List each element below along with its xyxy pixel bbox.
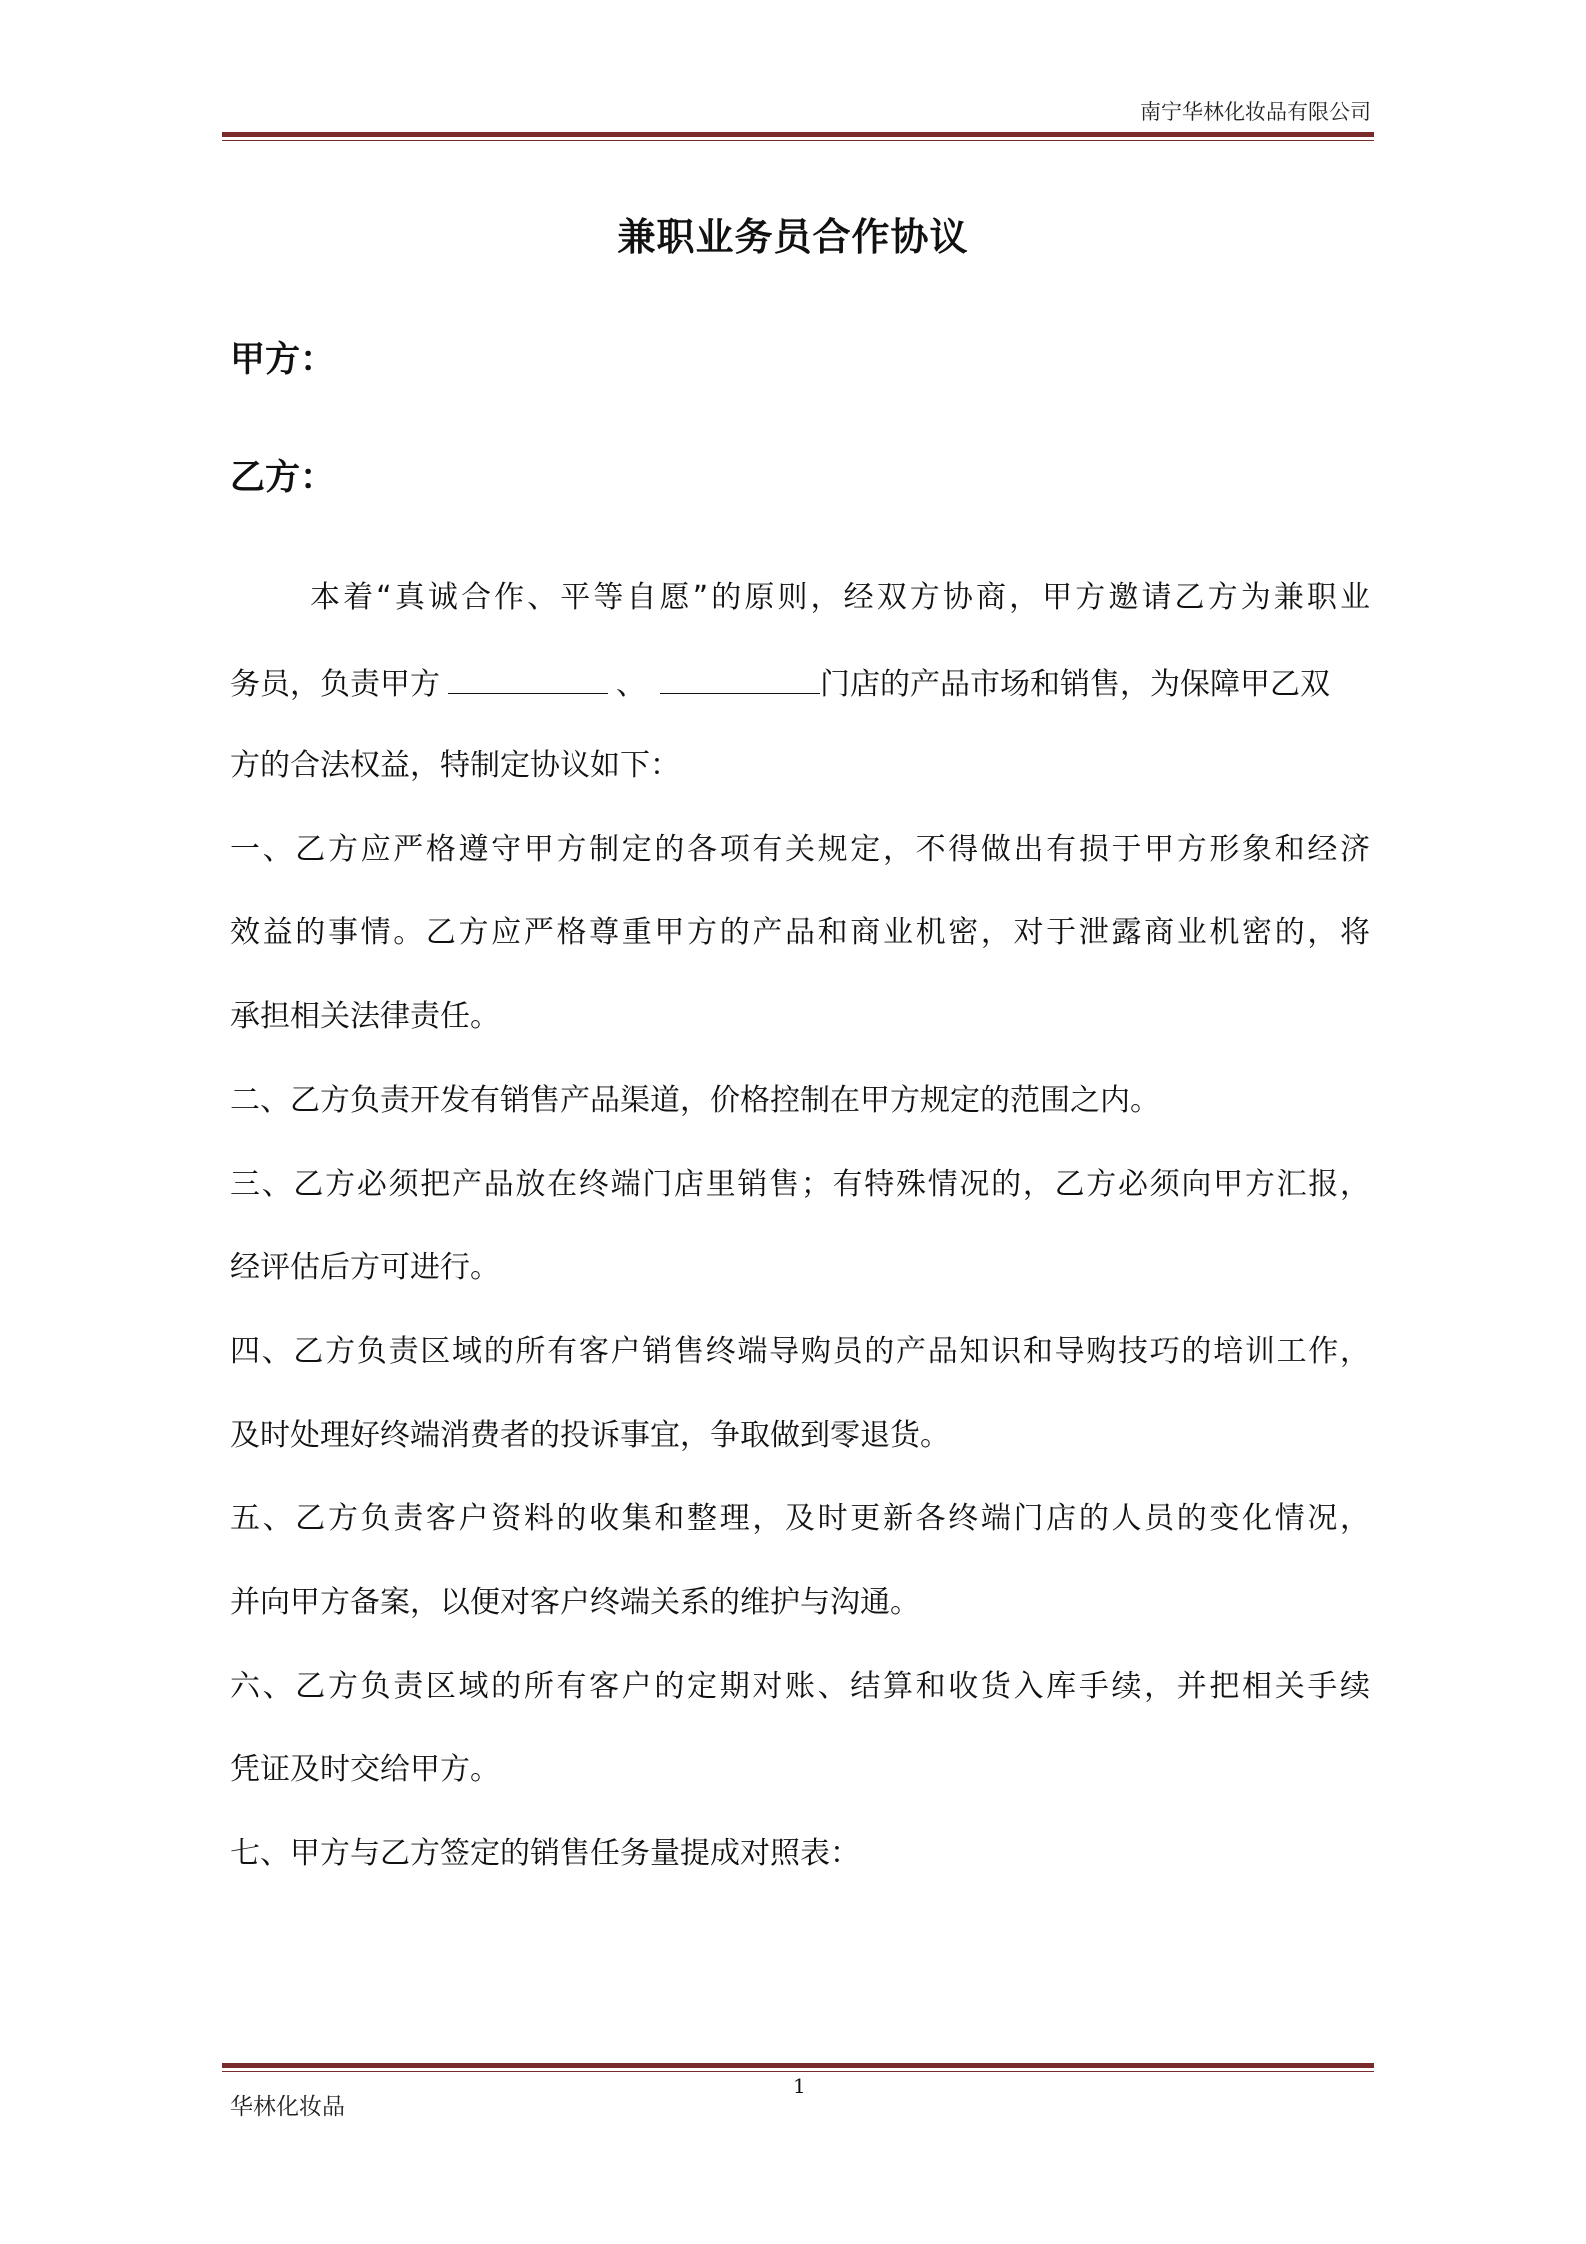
party-a-label: 甲方： [230, 340, 336, 380]
clause-6-line-1: 六、乙方负责区域的所有客户的定期对账、结算和收货入库手续，并把相关手续 [230, 1669, 1370, 1704]
clause-4-line-1: 四、乙方负责区域的所有客户销售终端导购员的产品知识和导购技巧的培训工作， [230, 1334, 1370, 1369]
header-rule-thin [222, 140, 1374, 141]
store-name-blank-1[interactable] [448, 663, 608, 694]
clause-5-line-2: 并向甲方备案，以便对客户终端关系的维护与沟通。 [230, 1585, 920, 1620]
intro-line-2-start: 务员，负责甲方 [230, 667, 440, 702]
intro-line-2 [230, 663, 1370, 705]
clause-3-line-1: 三、乙方必须把产品放在终端门店里销售；有特殊情况的，乙方必须向甲方汇报， [230, 1167, 1370, 1202]
intro-line-1: 本着“真诚合作、平等自愿”的原则，经双方协商，甲方邀请乙方为兼职业 [310, 580, 1370, 615]
footer-rule-thin [222, 2071, 1374, 2072]
document-title: 兼职业务员合作协议 [617, 215, 969, 259]
clause-1-line-2: 效益的事情。乙方应严格尊重甲方的产品和商业机密，对于泄露商业机密的，将 [230, 915, 1370, 950]
clause-7-line-1: 七、甲方与乙方签定的销售任务量提成对照表： [230, 1836, 860, 1871]
header-company-name: 南宁华林化妆品有限公司 [1140, 100, 1371, 124]
clause-3-line-2: 经评估后方可进行。 [230, 1250, 500, 1285]
footer-rule-thick [222, 2063, 1374, 2068]
clause-1-line-1: 一、乙方应严格遵守甲方制定的各项有关规定，不得做出有损于甲方形象和经济 [230, 832, 1370, 867]
intro-line-2-separator: 、 [616, 667, 646, 702]
intro-line-2-end: 门店的产品市场和销售，为保障甲乙双 [820, 667, 1330, 702]
header-rule-thick [222, 132, 1374, 137]
footer-brand-name: 华林化妆品 [230, 2094, 345, 2120]
clause-1-line-3: 承担相关法律责任。 [230, 999, 500, 1034]
page-number: 1 [793, 2074, 806, 2098]
party-b-label: 乙方： [230, 458, 336, 498]
clause-6-line-2: 凭证及时交给甲方。 [230, 1752, 500, 1787]
clause-4-line-2: 及时处理好终端消费者的投诉事宜，争取做到零退货。 [230, 1418, 950, 1453]
clause-2-line-1: 二、乙方负责开发有销售产品渠道，价格控制在甲方规定的范围之内。 [230, 1083, 1160, 1118]
store-name-blank-2[interactable] [660, 663, 820, 694]
intro-line-3: 方的合法权益，特制定协议如下： [230, 748, 680, 783]
clause-5-line-1: 五、乙方负责客户资料的收集和整理，及时更新各终端门店的人员的变化情况， [230, 1501, 1370, 1536]
